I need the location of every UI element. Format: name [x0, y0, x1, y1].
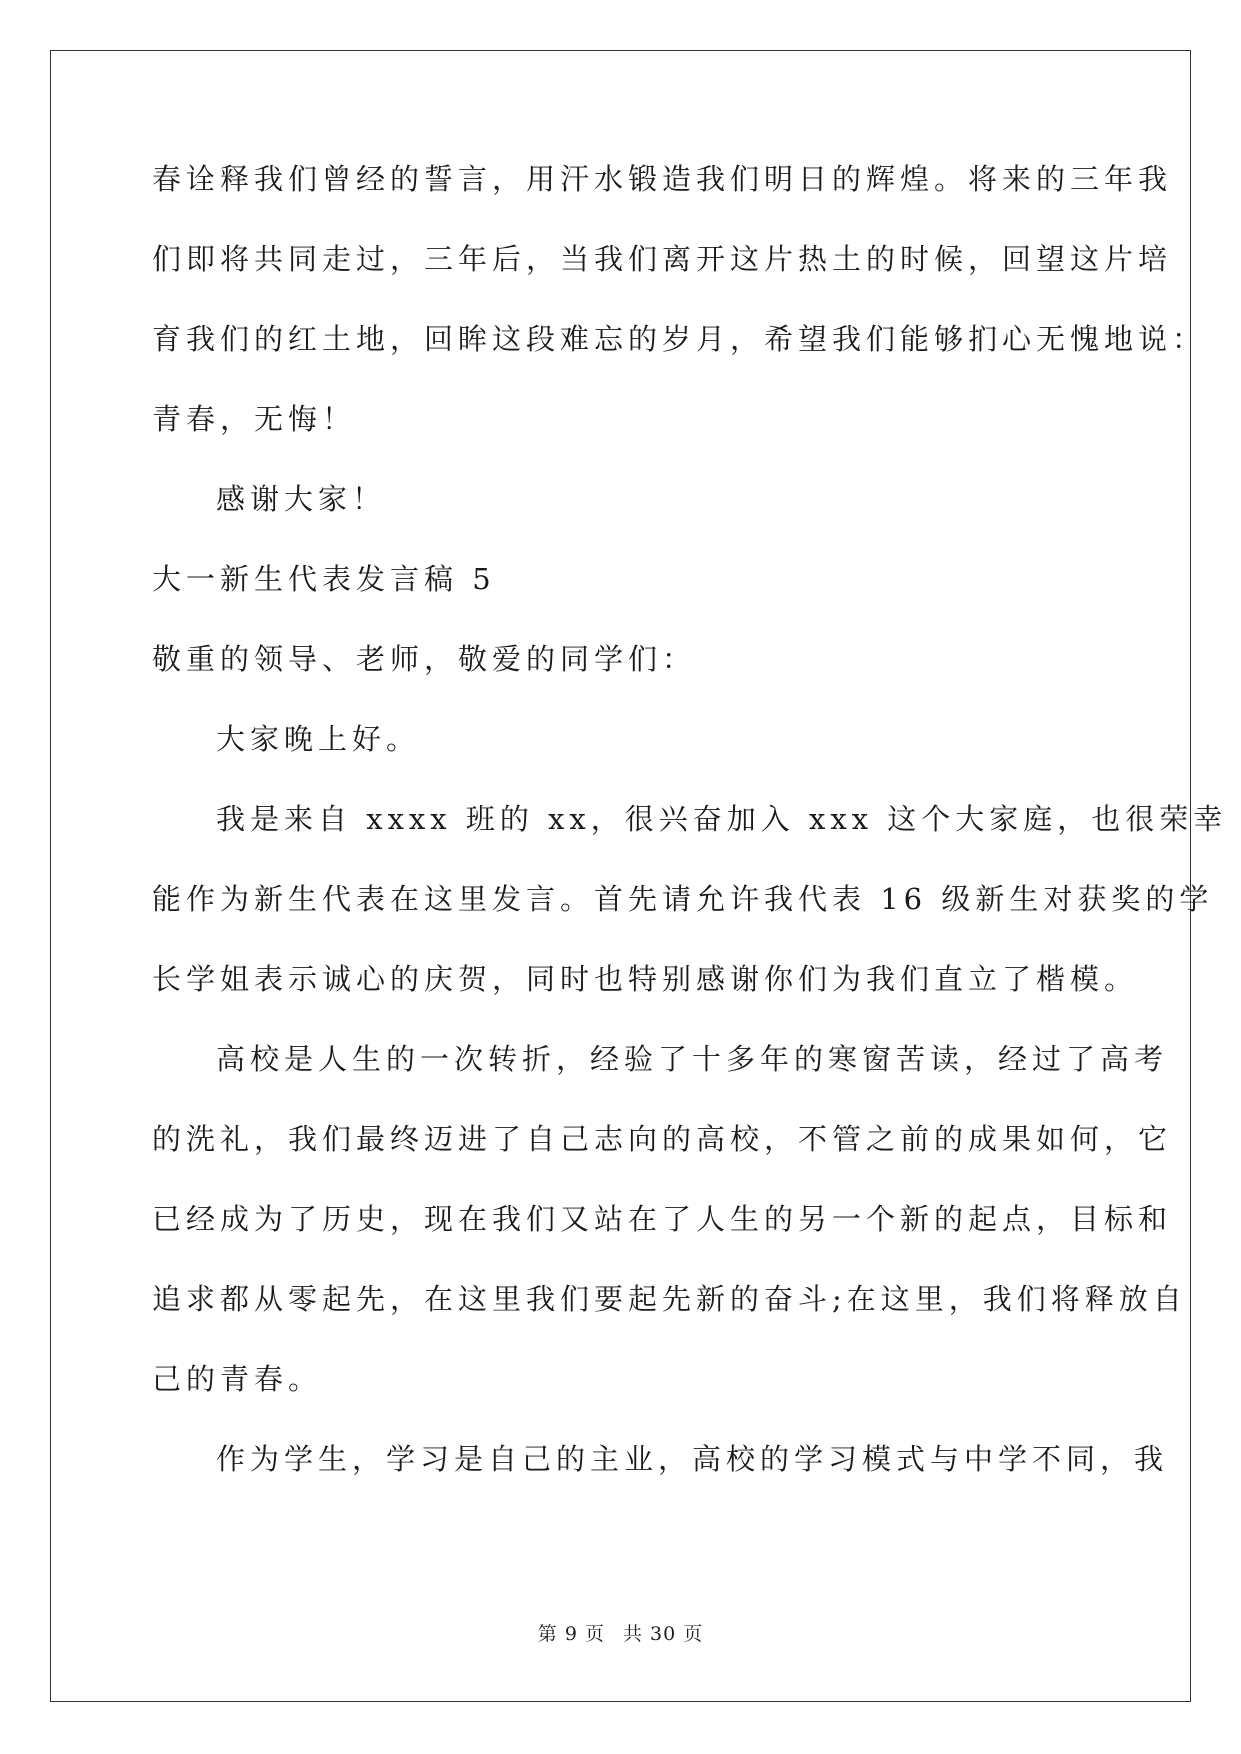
text-line: 长学姐表示诚心的庆贺，同时也特别感谢你们为我们直立了楷模。 [152, 962, 1139, 996]
text-line: 青春，无悔！ [152, 402, 357, 436]
page-number: 第 9 页 [537, 1623, 605, 1645]
document-body [152, 157, 1228, 1517]
text-line: 我是来自 xxxx 班的 xx，很兴奋加入 xxx 这个大家庭，也很荣幸 [216, 802, 1228, 836]
text-line: 作为学生，学习是自己的主业，高校的学习模式与中学不同，我 [216, 1442, 1169, 1476]
text-line: 能作为新生代表在这里发言。首先请允许我代表 16 级新生对获奖的学 [152, 882, 1214, 916]
text-line: 已经成为了历史，现在我们又站在了人生的另一个新的起点，目标和 [152, 1202, 1173, 1236]
text-line: 追求都从零起先，在这里我们要起先新的奋斗;在这里，我们将释放自 [152, 1282, 1187, 1316]
page-total: 共 30 页 [622, 1623, 704, 1645]
text-line: 们即将共同走过，三年后，当我们离开这片热土的时候，回望这片培 [152, 242, 1173, 276]
text-line: 育我们的红土地，回眸这段难忘的岁月，希望我们能够扪心无愧地说： [152, 322, 1207, 356]
text-line: 敬重的领导、老师，敬爱的同学们： [152, 642, 697, 676]
text-line: 感谢大家！ [216, 482, 387, 516]
text-line: 的洗礼，我们最终迈进了自己志向的高校，不管之前的成果如何，它 [152, 1122, 1173, 1156]
text-line: 大一新生代表发言稿 5 [152, 562, 496, 596]
text-line: 大家晚上好。 [216, 722, 421, 756]
text-line: 己的青春。 [152, 1362, 323, 1396]
text-line: 春诠释我们曾经的誓言，用汗水锻造我们明日的辉煌。将来的三年我 [152, 162, 1173, 196]
page-footer [0, 1622, 1241, 1646]
text-line: 高校是人生的一次转折，经验了十多年的寒窗苦读，经过了高考 [216, 1042, 1169, 1076]
